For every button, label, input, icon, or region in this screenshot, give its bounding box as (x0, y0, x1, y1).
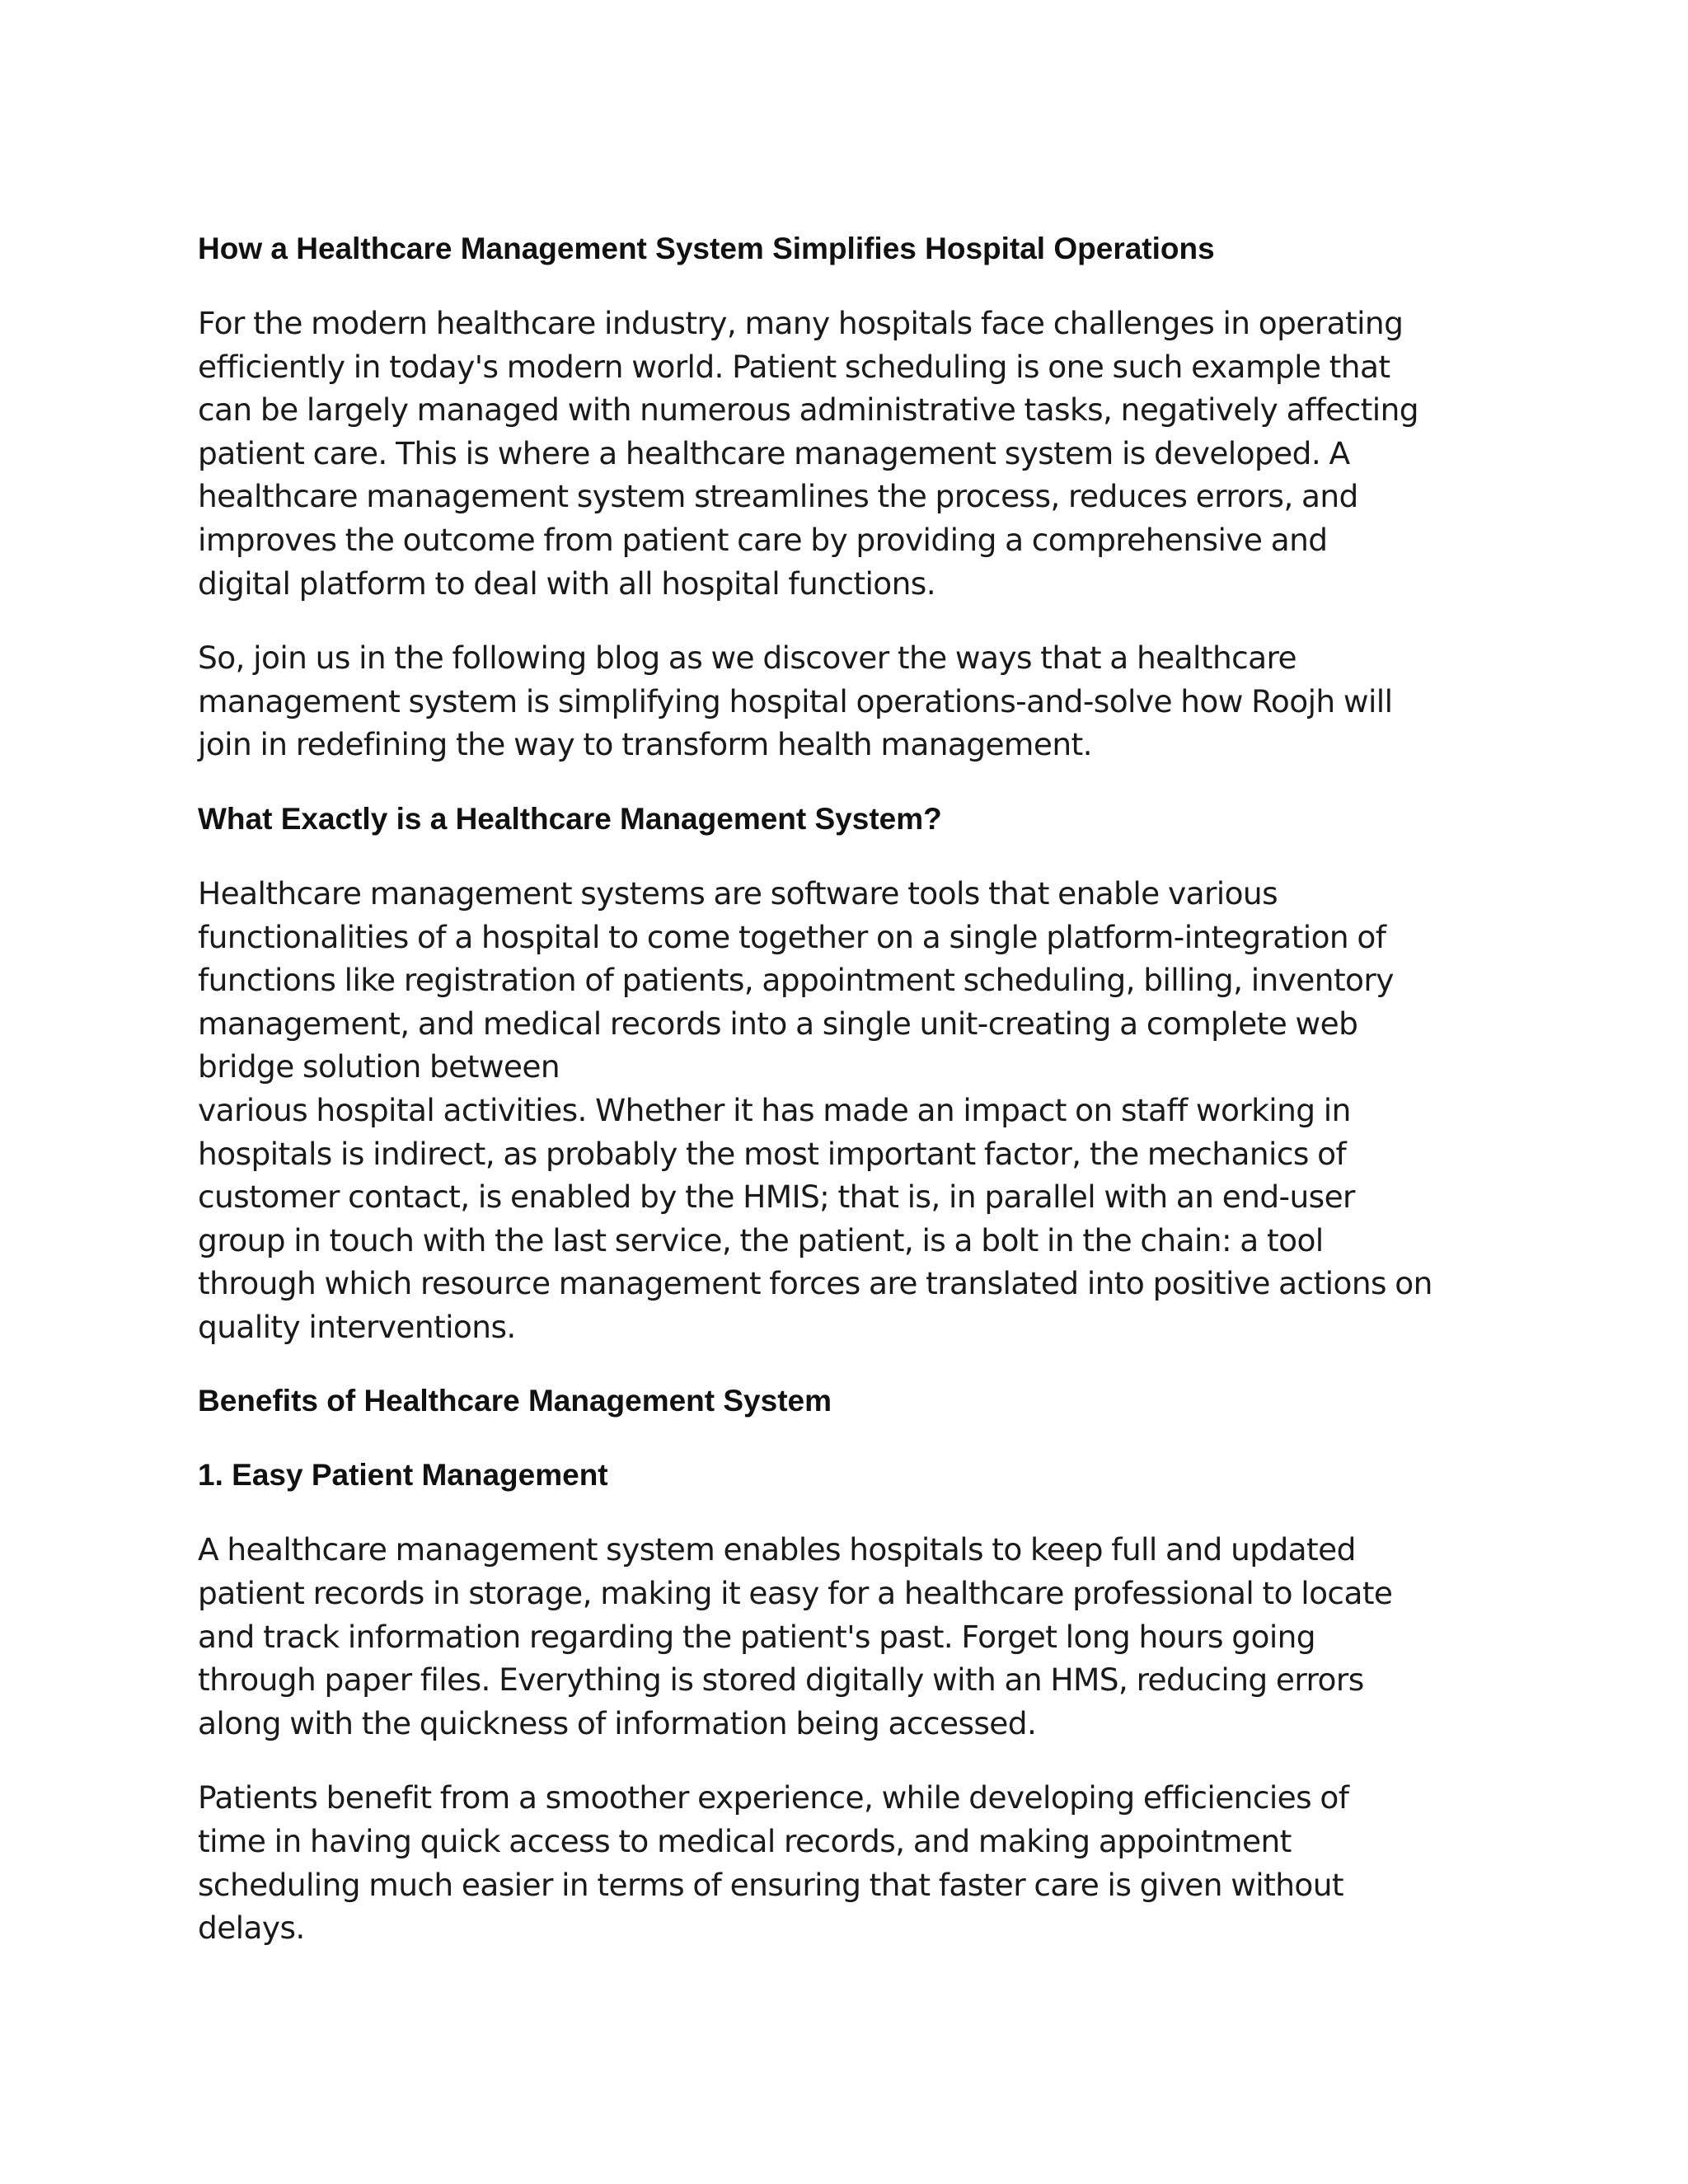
text-line: improves the outcome from patient care by providing a comprehensive and (198, 521, 1328, 558)
section-heading-benefits: Benefits of Healthcare Management System (198, 1384, 832, 1418)
text-line: A healthcare management system enables hospitals to keep full and updated (198, 1531, 1356, 1568)
text-line: For the modern healthcare industry, many hospitals face challenges in operating (198, 305, 1404, 341)
text-line: bridge solution between (198, 1048, 560, 1085)
text-line: So, join us in the following blog as we discover the ways that a healthcare (198, 640, 1296, 677)
text-line: efficiently in today's modern world. Patient scheduling is one such example that (198, 348, 1390, 385)
text-line: functions like registration of patients, appointment scheduling, billing, inventory (198, 962, 1394, 999)
text-line: customer contact, is enabled by the HMIS; that is, in parallel with an end-user (198, 1179, 1355, 1216)
text-line: scheduling much easier in terms of ensuring that faster care is given without (198, 1866, 1343, 1903)
subsection-heading-easy-patient-management: 1. Easy Patient Management (198, 1458, 608, 1493)
text-line: through which resource management forces are translated into positive actions on (198, 1265, 1432, 1302)
text-line: management, and medical records into a single unit-creating a complete web (198, 1005, 1358, 1042)
text-line: can be largely managed with numerous administrative tasks, negatively affecting (198, 391, 1418, 429)
intro-paragraph-1 (198, 302, 1500, 605)
text-line: management system is simplifying hospital operations-and-solve how Roojh will (198, 682, 1393, 719)
text-line: join in redefining the way to transform health management. (198, 726, 1092, 763)
text-line: healthcare management system streamlines the process, reduces errors, and (198, 478, 1358, 515)
text-line: time in having quick access to medical records, and making appointment (198, 1823, 1292, 1860)
text-line: through paper files. Everything is stored digitally with an HMS, reducing errors (198, 1661, 1364, 1699)
subsection1-paragraph-1 (198, 1528, 1500, 1745)
text-line: and track information regarding the patient's past. Forget long hours going (198, 1618, 1316, 1655)
text-line: group in touch with the last service, the patient, is a bolt in the chain: a tool (198, 1221, 1324, 1258)
document-page (198, 227, 1500, 1981)
text-line: Patients benefit from a smoother experience, while developing efficiencies of (198, 1779, 1349, 1816)
text-line: hospitals is indirect, as probably the most important factor, the mechanics of (198, 1135, 1347, 1172)
text-line: along with the quickness of information being accessed. (198, 1704, 1037, 1741)
text-line: quality interventions. (198, 1308, 516, 1345)
text-line: digital platform to deal with all hospital functions. (198, 565, 936, 602)
section1-paragraph (198, 872, 1500, 1349)
text-line: patient care. This is where a healthcare management system is developed. A (198, 434, 1350, 471)
text-line: patient records in storage, making it easy for a healthcare professional to locate (198, 1575, 1393, 1612)
text-line: delays. (198, 1910, 305, 1947)
intro-paragraph-2 (198, 636, 1500, 766)
text-line: Healthcare management systems are software tools that enable various (198, 874, 1278, 912)
document-title: How a Healthcare Management System Simplifies Hospital Operations (198, 232, 1215, 265)
text-line: functionalities of a hospital to come together on a single platform-integration of (198, 918, 1386, 955)
subsection1-paragraph-2 (198, 1776, 1500, 1949)
text-line: various hospital activities. Whether it has made an impact on staff working in (198, 1091, 1351, 1128)
section-heading-what-is-hms: What Exactly is a Healthcare Management System? (198, 801, 942, 836)
